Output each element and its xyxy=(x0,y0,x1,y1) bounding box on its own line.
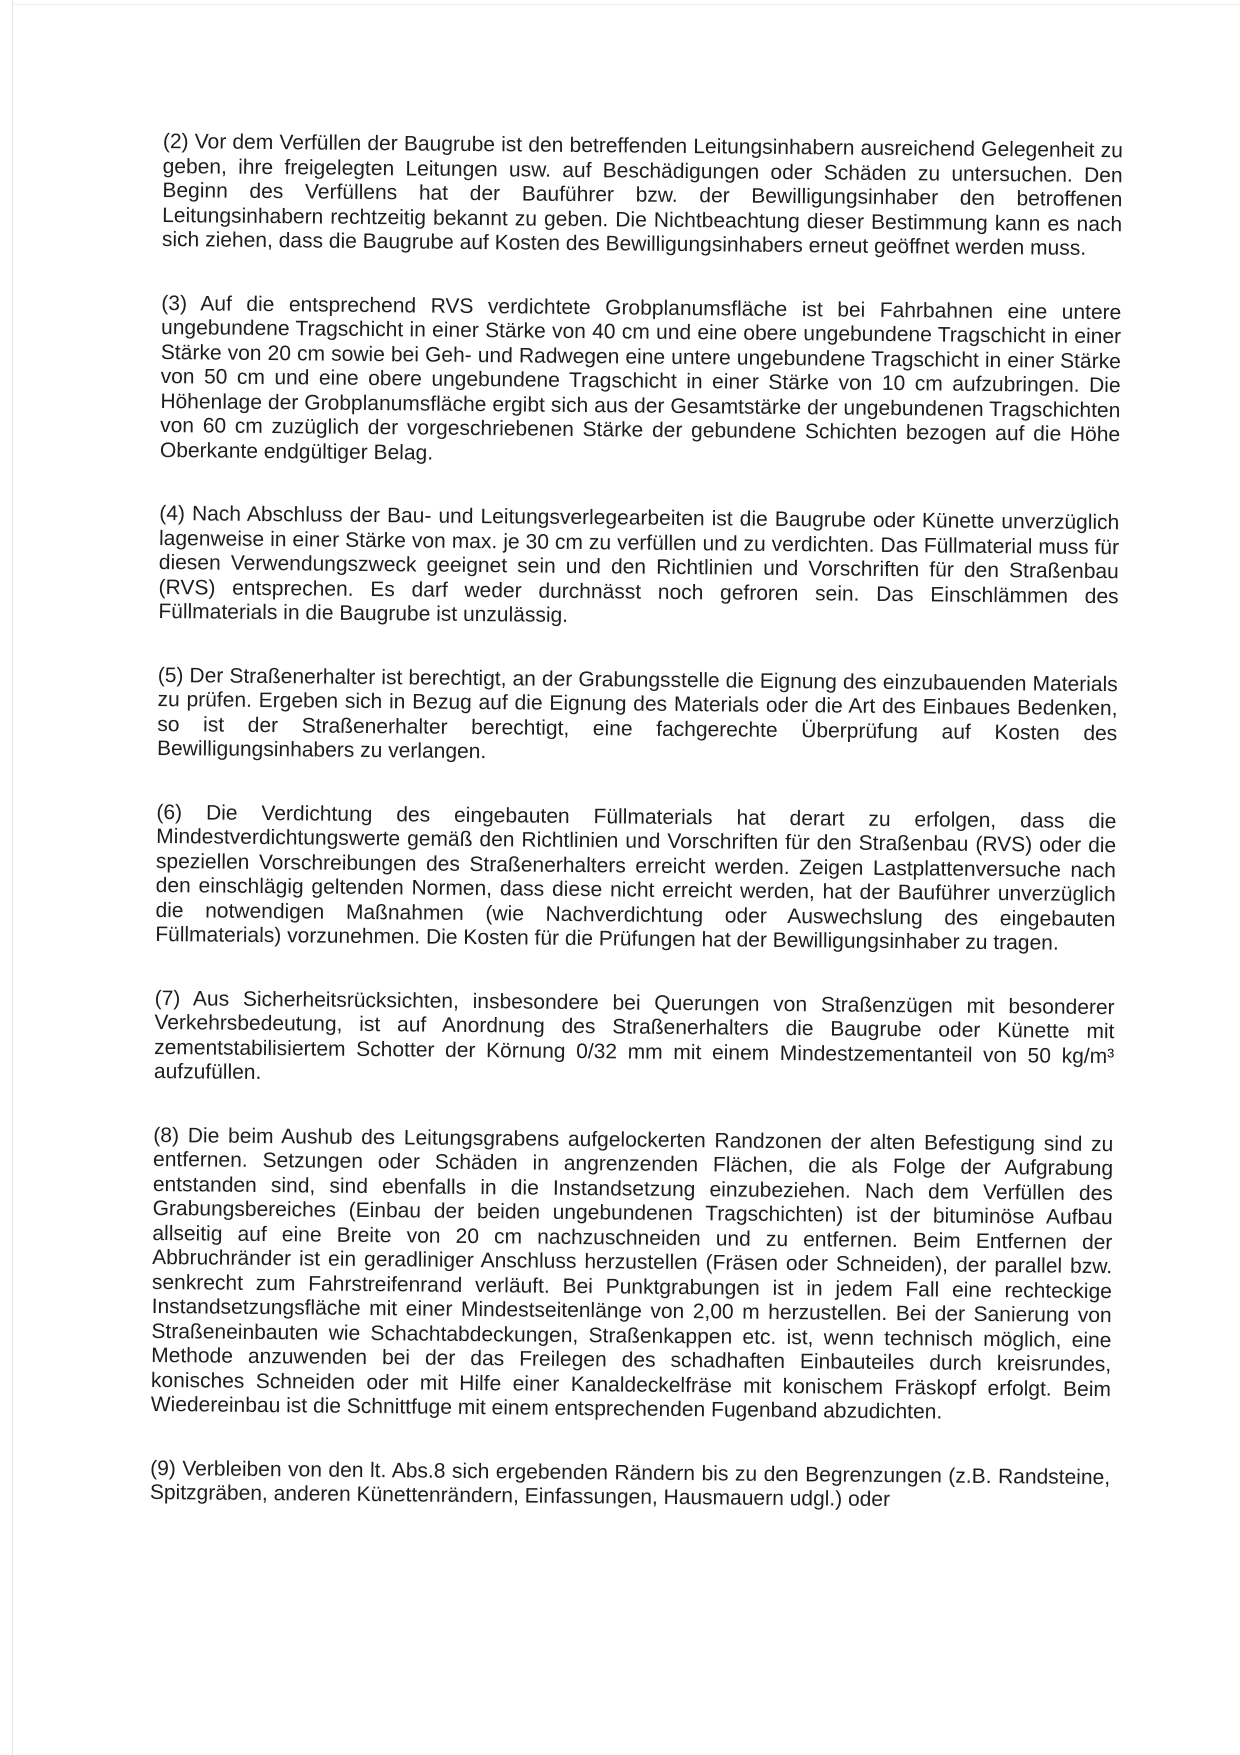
paragraph-4: (4) Nach Abschluss der Bau- und Leitungsverlegearbeiten ist die Baugrube oder Künette unverzüglich lagenweise in einer Stärke von max. je 30 cm zu verfüllen und zu verdichten. Das Füllmaterial muss für diesen Verwendungszweck geeignet sein und den Richtlinien und Vorschriften für den Straßenbau (RVS) entsprechen. Es darf weder durchnässt noch gefroren sein. Das Einschlämmen des Füllmaterials in die Baugrube ist unzulässig. xyxy=(158,501,1120,627)
paragraph-6: (6) Die Verdichtung des eingebauten Füllmaterials hat derart zu erfolgen, dass die Mindestverdichtungswerte gemäß den Richtlinien und Vorschriften für den Straßenbau (RVS) oder die speziellen Vorschreibungen des Straßenerhalters erreicht werden. Zeigen Lastplattenversuche nach den einschlägig geltenden Normen, dass diese nicht erreicht werden, hat der Bauführer unverzüglich die notwendigen Maßnahmen (wie Nachverdichtung oder Auswechslung des eingebauten Füllmaterials) vorzunehmen. Die Kosten für die Prüfungen hat der Bewilligungsinhaber zu tragen. xyxy=(155,800,1117,955)
scan-edge-left xyxy=(12,0,13,1755)
paragraph-3: (3) Auf die entsprechend RVS verdichtete Grobplanumsfläche ist bei Fahrbahnen eine untere ungebundene Tragschicht in einer Stärke von 40 cm und eine obere ungebundene Tragschicht in einer Stärke von 20 cm sowie bei Geh- und Radwegen eine untere ungebundene Tragschicht in einer Stärke von 50 cm und eine obere ungebundene Tragschicht in einer Stärke von 10 cm aufzubringen. Die Höhenlage der Grobplanumsfläche ergibt sich aus der Gesamtstärke der ungebundenen Tragschichten von 60 cm zuzüglich der vorgeschriebenen Stärke der gebundene Schichten bezogen auf die Höhe Oberkante endgültiger Belag. xyxy=(159,291,1122,465)
paragraph-8: (8) Die beim Aushub des Leitungsgrabens aufgelockerten Randzonen der alten Befestigung sind zu entfernen. Setzungen oder Schäden in angrenzenden Flächen, die als Folge der Aufgrabung entstanden sind, sind ebenfalls in die Instandsetzung einzubeziehen. Nach dem Verfüllen des Grabungsbereiches (Einbau der beiden ungebundenen Tragschichten) ist der bituminöse Aufbau allseitig auf eine Breite von 20 cm nachzuschneiden und zu entfernen. Beim Entfernen der Abbruchränder ist ein geradliniger Anschluss herzustellen (Fräsen oder Schneiden), der parallel bzw. senkrecht zum Fahrstreifenrand verläuft. Bei Punktgrabungen ist in jedem Fall eine rechteckige Instandsetzungsfläche mit einer Mindestseitenlänge von 2,00 m herzustellen. Bei der Sanierung von Straßeneinbauten wie Schachtabdeckungen, Straßenkappen etc. ist, wenn technisch möglich, eine Methode anzuwenden bei der das Freilegen des schadhaften Einbauteiles durch kreisrundes, konisches Schneiden oder mit Hilfe einer Kanaldeckelfräse mit konischem Fräskopf erfolgt. Beim Wiedereinbau ist die Schnittfuge mit einem entsprechenden Fugenband abzudichten. xyxy=(150,1123,1114,1424)
paragraph-2: (2) Vor dem Verfüllen der Baugrube ist den betreffenden Leitungsinhabern ausreichend Gelegenheit zu geben, ihre freigelegten Leitungen usw. auf Beschädigungen oder Schäden zu untersuchen. Den Beginn des Verfüllens hat der Bauführer bzw. der Bewilligungsinhaber den betroffenen Leitungsinhabern rechtzeitig bekannt zu geben. Die Nichtbeachtung dieser Bestimmung kann es nach sich ziehen, dass die Baugrube auf Kosten des Bewilligungsinhabers erneut geöffnet werden muss. xyxy=(161,130,1123,260)
document-page xyxy=(150,130,1123,1515)
paragraph-5: (5) Der Straßenerhalter ist berechtigt, an der Grabungsstelle die Eignung des einzubauenden Materials zu prüfen. Ergeben sich in Bezug auf die Eignung des Materials oder die Art des Einbaues Bedenken, so ist der Straßenerhalter berechtigt, eine fachgerechte Überprüfung auf Kosten des Bewilligungsinhabers zu verlangen. xyxy=(156,663,1118,764)
paragraph-9: (9) Verbleiben von den lt. Abs.8 sich ergebenden Rändern bis zu den Begrenzungen (z.B. Randsteine, Spitzgräben, anderen Künettenrändern, Einfassungen, Hausmauern udgl.) oder xyxy=(149,1456,1111,1512)
scan-edge-top xyxy=(12,4,1240,5)
paragraph-7: (7) Aus Sicherheitsrücksichten, insbesondere bei Querungen von Straßenzügen mit besonderer Verkehrsbedeutung, ist auf Anordnung des Straßenerhalters die Baugrube oder Künette mit zementstabilisiertem Schotter der Körnung 0/32 mm mit einem Mindestzementanteil von 50 kg/m³ aufzufüllen. xyxy=(153,986,1115,1084)
